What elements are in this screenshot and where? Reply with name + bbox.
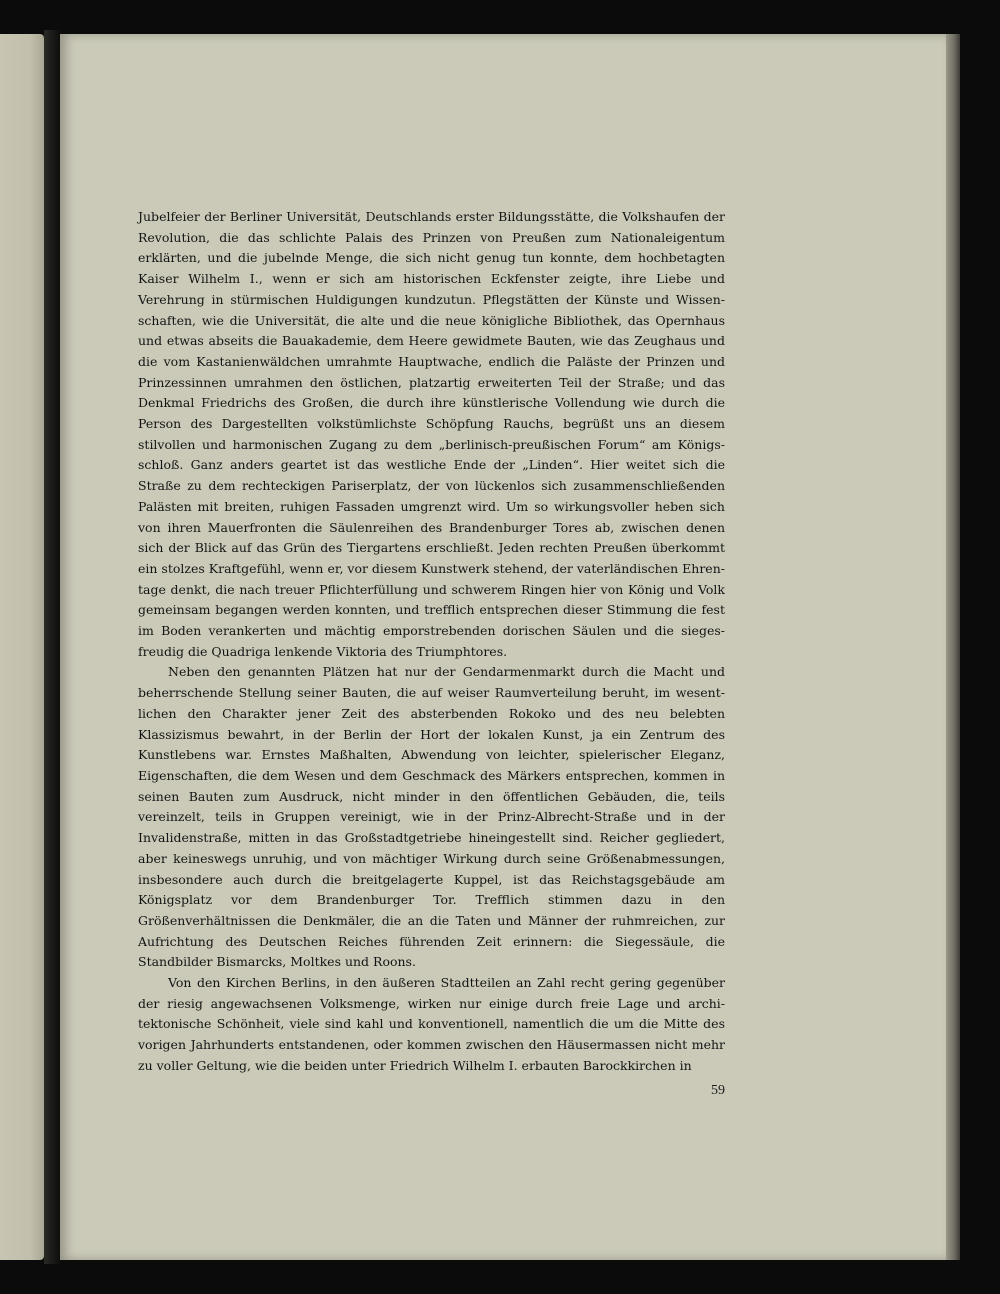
body-text xyxy=(138,207,725,1077)
paragraph-3: Von den Kirchen Berlins, in den äußeren Stadtteilen an Zahl recht gering gegenüber der riesig angewachsenen Volksmenge, wirken nur einige durch freie Lage und architektonische Schönheit, viele sind kahl und konventionell, namentlich die um die Mitte des vorigen Jahrhunderts entstandenen, oder kommen zwischen den Häusermassen nicht mehr zu voller Geltung, wie die beiden unter Friedrich Wilhelm I. erbauten Barockkirchen in xyxy=(138,975,725,1073)
right-page-edge xyxy=(946,34,960,1260)
left-page-edge xyxy=(0,34,44,1260)
page-number: 59 xyxy=(711,1083,725,1098)
paragraph-2: Neben den genannten Plätzen hat nur der Gendarmenmarkt durch die Macht und beherrschende Stellung seiner Bauten, die auf weiser Raumverteilung beruht, im wesentlichen den Charakter jener Zeit des absterbenden Rokoko und des neu belebten Klassizismus bewahrt, in der Berlin der Hort der lokalen Kunst, ja ein Zentrum des Kunstlebens war. Ernstes Maßhalten, Abwendung von leichter, spielerischer Eleganz, Eigenschaften, die dem Wesen und dem Geschmack des Märkers entsprechen, kommen in seinen Bauten zum Ausdruck, nicht minder in den öffentlichen Gebäuden, die, teils vereinzelt, teils in Gruppen vereinigt, wie in der Prinz-Albrecht-Straße und in der Invalidenstraße, mitten in das Großstadtgetriebe hineingestellt sind. Reicher gegliedert, aber keineswegs unruhig, und von mächtiger Wirkung durch seine Größenabmessungen, insbesondere auch durch die breitgelagerte Kuppel, ist das Reichstagsgebäude am Königsplatz vor dem Brandenburger Tor. Trefflich stimmen dazu in den Größenverhältnissen die Denkmäler, die an die Taten und Männer der ruhmreichen, zur Aufrichtung des Deutschen Reiches führenden Zeit erinnern: die Siegessäule, die Standbilder Bismarcks, Moltkes und Roons. xyxy=(138,664,725,970)
paragraph-1: Jubelfeier der Berliner Universität, Deutschlands erster Bildungsstätte, die Volkshaufen der Revolution, die das schlichte Palais des Prinzen von Preußen zum Nationaleigentum erklärten, und die jubelnde Menge, die sich nicht genug tun konnte, dem hochbetagten Kaiser Wilhelm I., wenn er sich am historischen Eckfenster zeigte, ihre Liebe und Verehrung in stürmischen Huldigungen kundzutun. Pflegstätten der Künste und Wissenschaften, wie die Universität, die alte und die neue königliche Bibliothek, das Opernhaus und etwas abseits die Bauakademie, dem Heere gewidmete Bauten, wie das Zeughaus und die vom Kastanienwäldchen umrahmte Hauptwache, endlich die Paläste der Prinzen und Prinzessinnen umrahmen den östlichen, platzartig erweiterten Teil der Straße; und das Denkmal Friedrichs des Großen, die durch ihre künstlerische Vollendung wie durch die Person des Dargestellten volkstümlichste Schöpfung Rauchs, begrüßt uns an diesem stilvollen und harmonischen Zugang zu dem „berlinisch-preußischen Forum“ am Königsschloß. Ganz anders geartet ist das westliche Ende der „Linden“. Hier weitet sich die Straße zu dem rechteckigen Pariserplatz, der von lückenlos sich zusammenschließenden Palästen mit breiten, ruhigen Fassaden umgrenzt wird. Um so wirkungsvoller heben sich von ihren Mauerfronten die Säulenreihen des Brandenburger Tores ab, zwischen denen sich der Blick auf das Grün des Tiergartens erschließt. Jeden rechten Preußen überkommt ein stolzes Kraftgefühl, wenn er, vor diesem Kunstwerk stehend, der vaterländischen Ehrentage denkt, die nach treuer Pflichterfüllung und schwerem Ringen hier von König und Volk gemeinsam begangen werden konnten, und trefflich entsprechen dieser Stimmung die fest im Boden verankerten und mächtig emporstrebenden dorischen Säulen und die siegesfreudig die Quadriga lenkende Viktoria des Triumphtores. xyxy=(138,209,725,659)
book-gutter xyxy=(44,30,60,1264)
